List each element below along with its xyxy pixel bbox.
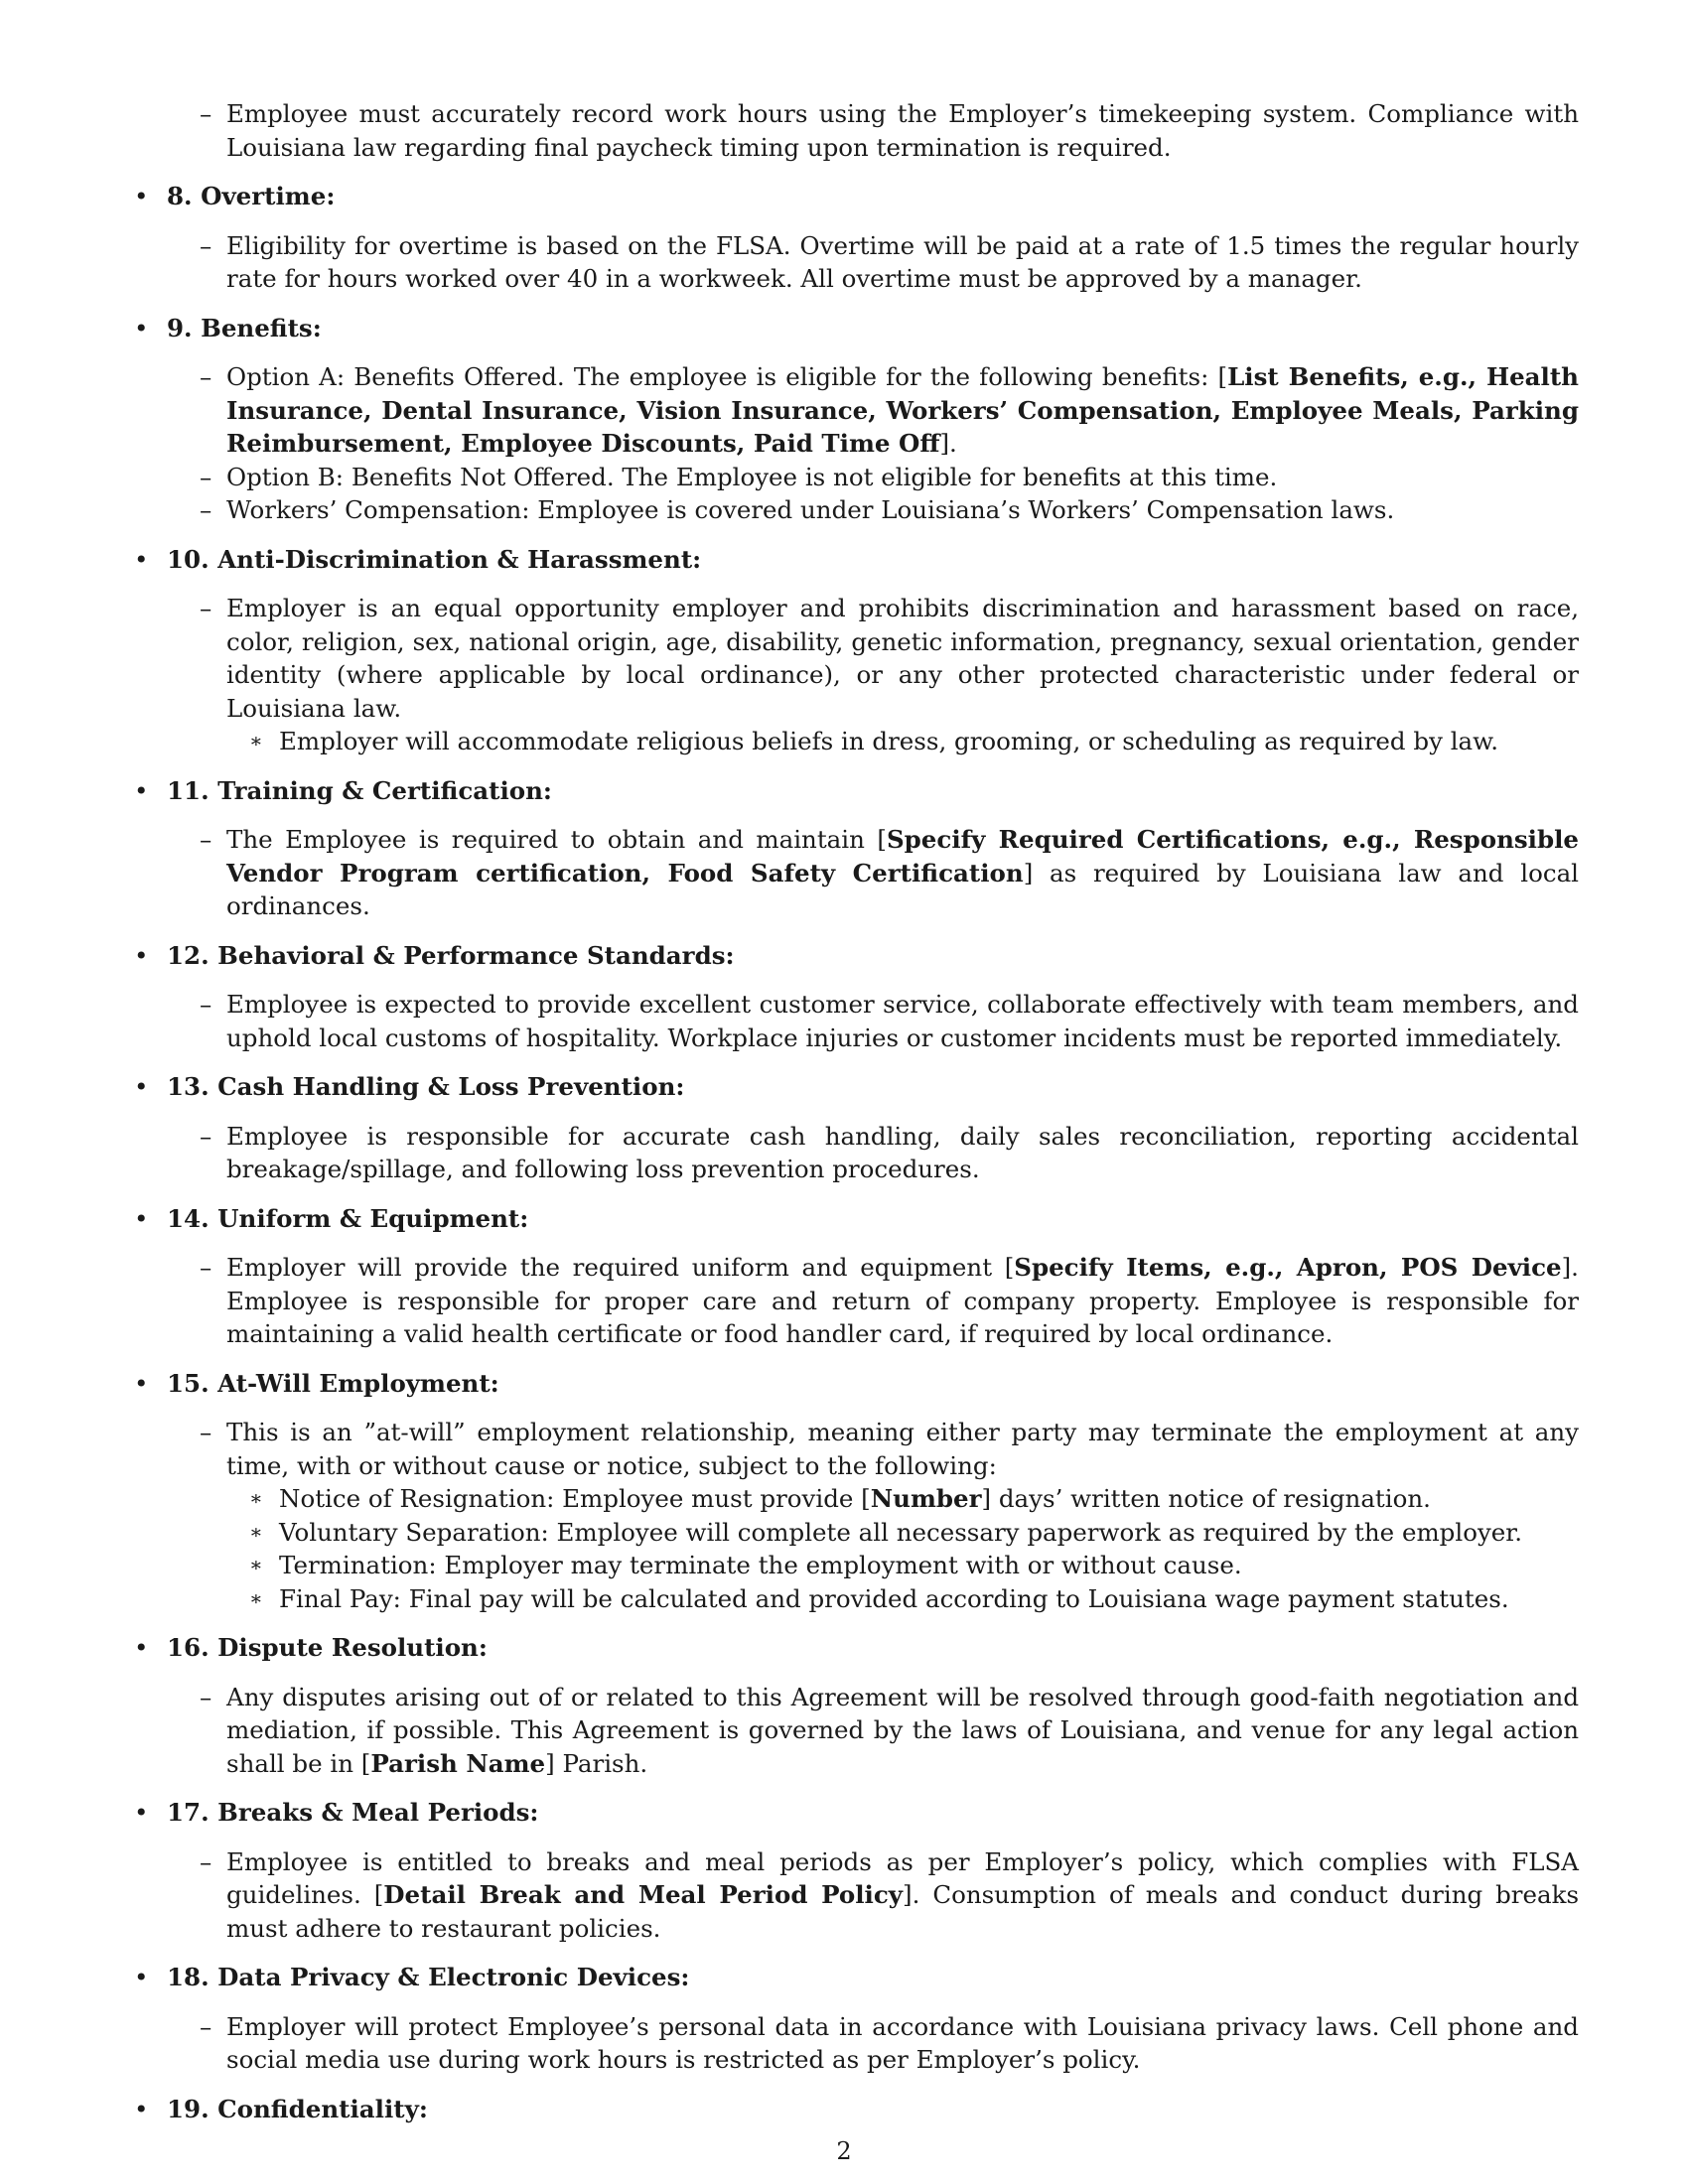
sub-list-item [134, 1582, 1579, 1616]
list-item [134, 1251, 1579, 1351]
heading-text: 19. Confidentiality: [167, 2094, 428, 2123]
section-items [134, 1845, 1579, 1946]
section-anti-discrimination [134, 543, 1579, 758]
section-heading [134, 774, 1579, 808]
placeholder-text: Specify Required Certifications, e.g., Responsible Vendor Program certification, Food Safety Certification [226, 825, 1580, 887]
heading-text: 17. Breaks & Meal Periods: [167, 1798, 539, 1827]
item-text: ] days’ written notice of resignation. [981, 1484, 1431, 1513]
section-items [134, 823, 1579, 923]
section-heading [134, 1202, 1579, 1236]
section-items [134, 1120, 1579, 1186]
list-item [134, 1845, 1579, 1946]
item-text: Employer is an equal opportunity employer and prohibits discrimination and harassment based on race, color, religion, sex, national origin, age, disability, genetic information, pregnancy, sexual orientation, gender identity (where applicable by local ordinance), or any other protected characteristic under federal or Louisiana law. [226, 594, 1579, 723]
bullet-marker: • [134, 544, 149, 574]
list-item [134, 360, 1579, 461]
dash-marker: – [200, 990, 212, 1019]
list-item [134, 1120, 1579, 1186]
section-items [134, 1416, 1579, 1615]
intro-continuation [134, 97, 1579, 164]
item-text: Option A: Benefits Offered. The employee is eligible for the following benefits: [ [226, 362, 1228, 391]
section-items [134, 592, 1579, 758]
document-body [134, 97, 1579, 2141]
list-item [134, 1416, 1579, 1482]
section-items [134, 2010, 1579, 2077]
dash-marker: – [200, 1121, 212, 1151]
bullet-marker: • [134, 940, 149, 970]
dash-marker: – [200, 495, 212, 524]
sub-list-item [134, 725, 1579, 758]
dash-marker: – [200, 594, 212, 622]
item-text: ] Parish. [545, 1748, 648, 1778]
item-text: ]. Employee is responsible for proper care and return of company property. Employee is responsible for maintaining a valid health certificate or food handler card, if required by local ordinance. [226, 1253, 1579, 1348]
section-items [134, 988, 1579, 1054]
section-heading [134, 939, 1579, 973]
bullet-marker: • [134, 1963, 149, 1991]
list-item [134, 2010, 1579, 2077]
item-text: The Employee is required to obtain and maintain [ [226, 825, 887, 854]
item-text: Employer will accommodate religious beliefs in dress, grooming, or scheduling as required by law. [279, 727, 1498, 755]
list-item [134, 461, 1579, 494]
star-marker: ∗ [249, 1553, 263, 1576]
section-items [134, 360, 1579, 527]
bullet-marker: • [134, 182, 149, 210]
heading-text: 10. Anti-Discrimination & Harassment: [167, 544, 702, 574]
item-text: This is an ”at-will” employment relationship, meaning either party may terminate the employment at any time, with or without cause or notice, subject to the following: [226, 1418, 1579, 1480]
section-heading [134, 1631, 1579, 1665]
item-text: Option B: Benefits Not Offered. The Employee is not eligible for benefits at this time. [226, 462, 1278, 491]
dash-marker: – [200, 462, 212, 491]
list-item [134, 988, 1579, 1054]
bullet-marker: • [134, 2094, 149, 2123]
star-marker: ∗ [249, 1486, 263, 1510]
list-item [134, 1681, 1579, 1781]
section-items [134, 1251, 1579, 1351]
sub-list-item [134, 1549, 1579, 1582]
section-heading [134, 1961, 1579, 1994]
placeholder-text: Parish Name [370, 1748, 546, 1778]
bullet-marker: • [134, 1633, 149, 1662]
item-text: Employee is expected to provide excellent customer service, collaborate effectively with team members, and uphold local customs of hospitality. Workplace injuries or customer incidents must be reported immediately. [226, 990, 1579, 1052]
section-items [134, 229, 1579, 296]
dash-marker: – [200, 1253, 212, 1282]
section-benefits [134, 312, 1579, 527]
heading-text: 16. Dispute Resolution: [167, 1633, 488, 1662]
section-at-will [134, 1367, 1579, 1616]
section-heading [134, 2093, 1579, 2126]
star-marker: ∗ [249, 729, 263, 752]
bullet-marker: • [134, 1072, 149, 1101]
heading-text: 9. Benefits: [167, 313, 322, 342]
bullet-marker: • [134, 313, 149, 342]
bullet-marker: • [134, 775, 149, 805]
section-heading [134, 543, 1579, 577]
section-items [134, 1681, 1579, 1781]
item-text: Employee is entitled to breaks and meal periods as per Employer’s policy, which complies with FLSA guidelines. [ [226, 1846, 1579, 1909]
section-overtime [134, 180, 1579, 296]
item-text: Voluntary Separation: Employee will complete all necessary paperwork as required by the employer. [279, 1517, 1523, 1547]
placeholder-text: Detail Break and Meal Period Policy [383, 1880, 904, 1909]
item-text: Workers’ Compensation: Employee is covered under Louisiana’s Workers’ Compensation laws. [226, 495, 1395, 524]
item-text: Employee must accurately record work hours using the Employer’s timekeeping system. Compliance with Louisiana law regarding final paycheck timing upon termination is required. [226, 99, 1579, 162]
list-item [134, 823, 1579, 923]
section-dispute [134, 1631, 1579, 1780]
heading-text: 15. At-Will Employment: [167, 1368, 499, 1398]
dash-marker: – [200, 99, 212, 128]
section-heading [134, 312, 1579, 345]
placeholder-text: Specify Items, e.g., Apron, POS Device [1014, 1253, 1562, 1282]
placeholder-text: Number [870, 1484, 982, 1513]
bullet-marker: • [134, 1798, 149, 1827]
section-heading [134, 1070, 1579, 1104]
item-text: Final Pay: Final pay will be calculated and provided according to Louisiana wage payment statutes. [279, 1583, 1509, 1613]
dash-marker: – [200, 1682, 212, 1711]
item-text: Notice of Resignation: Employee must provide [ [279, 1484, 871, 1513]
dash-marker: – [200, 1846, 212, 1876]
heading-text: 18. Data Privacy & Electronic Devices: [167, 1963, 690, 1991]
heading-text: 13. Cash Handling & Loss Prevention: [167, 1072, 685, 1101]
section-heading [134, 1367, 1579, 1401]
section-heading [134, 180, 1579, 213]
item-text: ] as required by Louisiana law and local ordinances. [226, 858, 1580, 920]
item-text: Employer will provide the required uniform and equipment [ [226, 1253, 1015, 1282]
section-training [134, 774, 1579, 923]
bullet-marker: • [134, 1368, 149, 1398]
dash-marker: – [200, 230, 212, 260]
list-item [134, 229, 1579, 296]
heading-text: 14. Uniform & Equipment: [167, 1203, 529, 1233]
list-item [134, 493, 1579, 527]
item-text: Any disputes arising out of or related to this Agreement will be resolved through good-faith negotiation and mediation, if possible. This Agreement is governed by the laws of Louisiana, and venue for any legal action shall be in [ [226, 1682, 1579, 1778]
heading-text: 11. Training & Certification: [167, 775, 552, 805]
dash-marker: – [200, 362, 212, 391]
item-text: ]. Consumption of meals and conduct during breaks must adhere to restaurant policies. [226, 1880, 1580, 1943]
section-privacy [134, 1961, 1579, 2077]
page-number: 2 [836, 2137, 852, 2165]
dash-marker: – [200, 1418, 212, 1446]
star-marker: ∗ [249, 1585, 263, 1610]
item-text: ]. [939, 429, 957, 458]
bullet-marker: • [134, 1203, 149, 1233]
item-text: Termination: Employer may terminate the employment with or without cause. [279, 1551, 1242, 1579]
section-cash-handling [134, 1070, 1579, 1186]
list-item [134, 97, 1579, 164]
item-text: Employee is responsible for accurate cash handling, daily sales reconciliation, reporting accidental breakage/spillage, and following loss prevention procedures. [226, 1121, 1579, 1183]
star-marker: ∗ [249, 1519, 263, 1544]
dash-marker: – [200, 825, 212, 854]
section-confidentiality [134, 2093, 1579, 2126]
placeholder-text: List Benefits, e.g., Health Insurance, Dental Insurance, Vision Insurance, Workers’ Compensation, Employee Meals, Parking Reimbursement, Employee Discounts, Paid Time Off [226, 362, 1579, 458]
section-behavioral [134, 939, 1579, 1055]
sub-list-item [134, 1482, 1579, 1516]
section-uniform [134, 1202, 1579, 1351]
section-heading [134, 1796, 1579, 1830]
item-text: Eligibility for overtime is based on the FLSA. Overtime will be paid at a rate of 1.5 times the regular hourly rate for hours worked over 40 in a workweek. All overtime must be approved by a manager. [226, 230, 1579, 293]
sub-list-item [134, 1516, 1579, 1550]
heading-text: 12. Behavioral & Performance Standards: [167, 940, 735, 970]
dash-marker: – [200, 2011, 212, 2041]
list-item [134, 592, 1579, 725]
item-text: Employer will protect Employee’s personal data in accordance with Louisiana privacy laws. Cell phone and social media use during work hours is restricted as per Employer’s policy. [226, 2011, 1579, 2074]
section-breaks [134, 1796, 1579, 1945]
heading-text: 8. Overtime: [167, 182, 336, 210]
